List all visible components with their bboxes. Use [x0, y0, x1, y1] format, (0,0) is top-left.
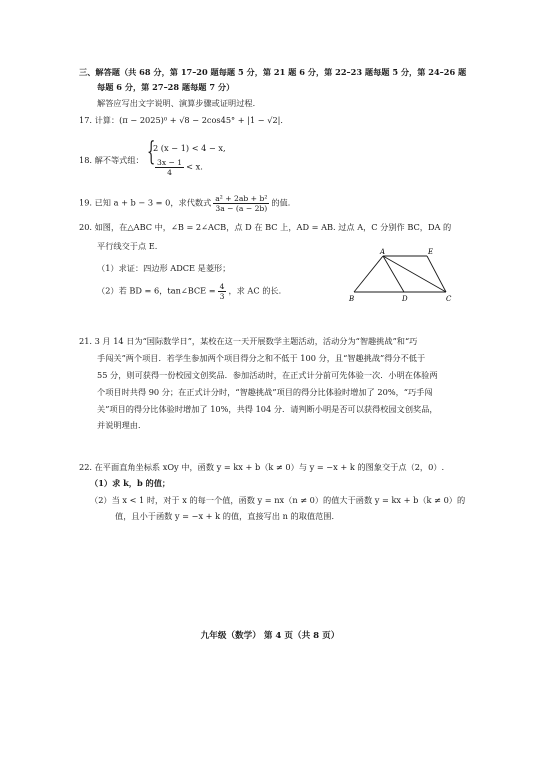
tan-numerator: 4	[219, 282, 225, 291]
question-17: 17. 计算：(π − 2025)⁰ + √8 − 2cos45° + |1 − √2|．	[79, 115, 289, 125]
segment-AD	[383, 256, 404, 292]
label-A: A	[380, 248, 386, 256]
question-20-part2	[97, 282, 287, 301]
system-brace: {	[147, 137, 156, 167]
section-instruction: 解答应写出文字说明、演算步骤或证明过程．	[97, 98, 261, 108]
geometry-figure	[340, 248, 460, 308]
question-20-line2: 平行线交于点 E.	[97, 241, 158, 251]
question-21-line2: 手闯关”两个项目．若学生参加两个项目得分之和不低于 100 分，且“智趣挑战”得分不低于	[97, 353, 426, 363]
question-20-part1: （1）求证：四边形 ADCE 是菱形；	[97, 263, 231, 273]
inequality-2-numerator: 3x − 1	[157, 158, 183, 167]
label-D: D	[402, 295, 408, 303]
section-heading-line2: 每题 6 分，第 27–28 题每题 7 分）	[97, 82, 235, 92]
page-footer: 九年级（数学） 第 4 页（共 8 页）	[200, 631, 340, 641]
question-22-line1: 22. 在平面直角坐标系 xOy 中，函数 y = kx + b（k ≠ 0）与 y = −x + k 的图象交于点（2，0）.	[79, 462, 445, 472]
question-22-part2-line1: （2）当 x < 1 时，对于 x 的每一个值，函数 y = nx（n ≠ 0）的值大于函数 y = kx + b（k ≠ 0）的	[90, 495, 466, 505]
label-B: B	[349, 295, 355, 303]
question-19	[79, 194, 296, 213]
label-E: E	[428, 248, 434, 256]
label-C: C	[446, 295, 452, 303]
question-19-denominator: 3a − (a − 2b)	[215, 204, 268, 213]
question-21-line6: 并说明理由．	[97, 420, 147, 430]
inequality-2-fraction	[155, 158, 184, 177]
inequality-2-rest: < x.	[186, 161, 203, 172]
question-18-label: 18. 解不等式组：	[79, 155, 144, 165]
question-21-line1: 21. 3 月 14 日为“国际数学日”，某校在这一天开展数学主题活动，活动分为“智趣挑战”和“巧	[79, 336, 418, 346]
question-21-line5: 关”项目的得分比体验时增加了 10%，共得 104 分．请判断小明是否可以获得校园文创奖品，	[97, 404, 438, 414]
question-20-part2-suffix: ，求 AC 的长．	[228, 285, 287, 296]
question-22-part2-line2: 值，且小于函数 y = −x + k 的值，直接写出 n 的取值范围．	[115, 511, 340, 521]
inequality-2-denominator: 4	[167, 168, 172, 177]
question-21-line3: 55 分，则可获得一份校园文创奖品．参加活动时，在正式计分前可先体验一次．小明在体验两	[97, 370, 438, 380]
tan-fraction	[218, 282, 227, 301]
question-18-inequality-1: 2 (x − 1) < 4 − x,	[153, 143, 226, 153]
tan-denominator: 3	[219, 292, 225, 301]
question-19-suffix: 的值．	[271, 197, 296, 208]
question-21-line4: 个项目时共得 90 分；在正式计分时，“智趣挑战”项目的得分比体验时增加了 20%，“巧手闯	[97, 387, 433, 397]
question-19-prefix: 19. 已知 a + b − 3 = 0，求代数式	[79, 197, 212, 208]
question-18-inequality-2	[153, 158, 203, 177]
question-20-line1: 20. 如图，在△ABC 中，∠B = 2∠ACB，点 D 在 BC 上，AD = AB. 过点 A，C 分别作 BC，DA 的	[79, 222, 452, 232]
question-22-part1: （1）求 k，b 的值；	[90, 478, 171, 488]
question-20-part2-prefix: （2）若 BD = 6，tan∠BCE =	[97, 285, 216, 296]
segment-AB	[354, 256, 383, 292]
section-heading-line1: 三、解答题（共 68 分，第 17–20 题每题 5 分，第 21 题 6 分，第 22–23 题每题 5 分，第 24–26 题	[79, 67, 467, 77]
question-19-fraction	[213, 194, 269, 213]
question-19-numerator: a² + 2ab + b²	[215, 194, 268, 203]
